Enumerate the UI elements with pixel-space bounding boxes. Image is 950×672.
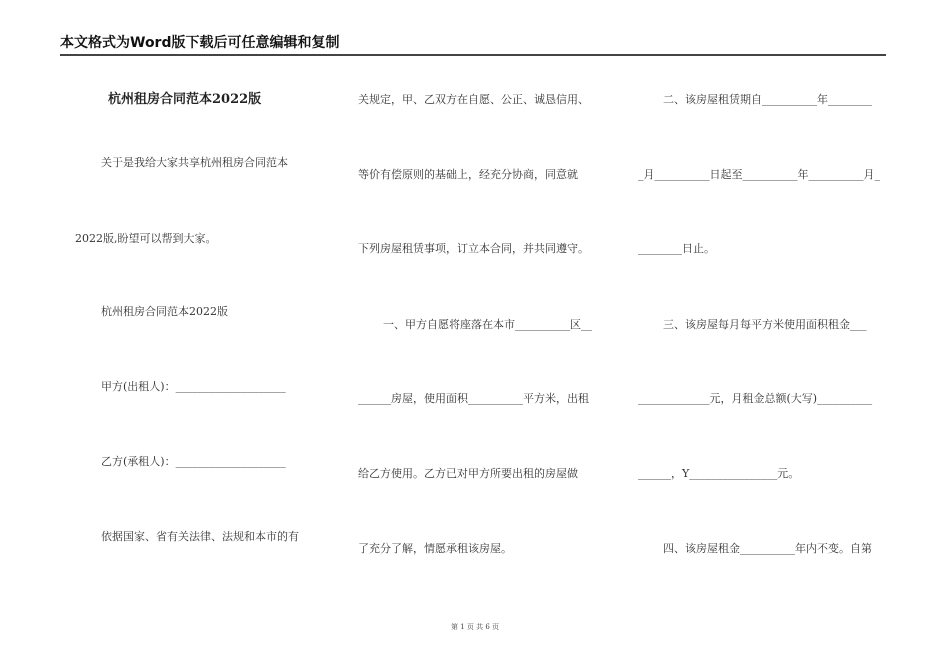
paragraph-line: ________日止。 [638,242,715,255]
paragraph-line: _____________元，月租金总额(大写)__________ [638,392,873,405]
paragraph-line: 关规定，甲、乙双方在自愿、公正、诚恳信用、 [358,93,589,106]
paragraph-line: ______，Y________________元。 [638,467,800,480]
party-a-field: 甲方(出租人)：____________________ [101,380,286,393]
clause-four-line: 四、该房屋租金__________年内不变。自第 [663,542,872,555]
page-number: 第 1 页 共 6 页 [450,623,500,631]
paragraph-line: 杭州租房合同范本2022版 [101,305,228,318]
clause-two-line: 二、该房屋租赁期自__________年________ [663,93,872,106]
clause-one-line: 一、甲方自愿将座落在本市__________区__ [383,318,592,331]
paragraph-line: 了充分了解，情愿承租该房屋。 [358,542,512,555]
paragraph-line: 关于是我给大家共享杭州租房合同范本 [101,156,288,169]
paragraph-line: 依据国家、省有关法律、法规和本市的有 [101,530,299,543]
party-b-field: 乙方(承租人)：____________________ [101,455,286,468]
clause-three-line: 三、该房屋每月每平方米使用面积租金___ [663,318,867,331]
paragraph-line: 等价有偿原则的基础上，经充分协商，同意就 [358,168,578,181]
paragraph-line: 给乙方使用。乙方已对甲方所要出租的房屋做 [358,467,578,480]
document-title: 杭州租房合同范本2022版 [108,92,262,107]
paragraph-line: ______房屋，使用面积__________平方米，出租 [358,392,589,405]
paragraph-line: 2022版,盼望可以帮到大家。 [75,232,217,245]
paragraph-line: 下列房屋租赁事项，订立本合同，并共同遵守。 [358,242,589,255]
page-header: 本文格式为Word版下载后可任意编辑和复制 [60,32,886,56]
paragraph-line: _月__________日起至__________年__________月_ [638,168,880,181]
